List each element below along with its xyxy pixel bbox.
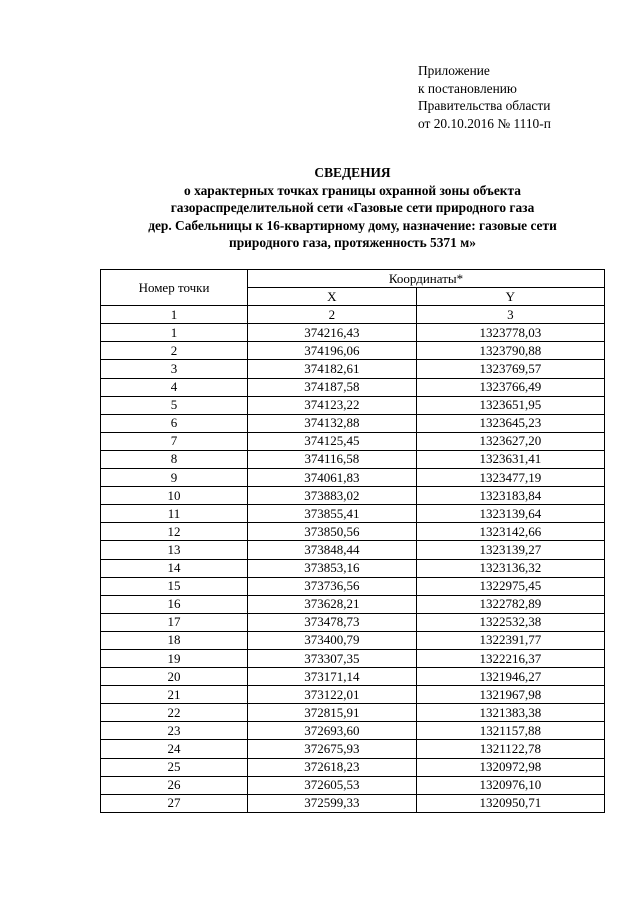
cell-x: 373478,73 (248, 613, 417, 631)
cell-y: 1323136,32 (416, 559, 604, 577)
table-row (101, 794, 605, 812)
cell-y: 1323790,88 (416, 342, 604, 360)
table-row (101, 324, 605, 342)
cell-y: 1322532,38 (416, 613, 604, 631)
cell-point-number: 16 (101, 595, 248, 613)
cell-point-number: 18 (101, 631, 248, 649)
cell-y: 1323778,03 (416, 324, 604, 342)
cell-x: 372815,91 (248, 704, 417, 722)
cell-y: 1320950,71 (416, 794, 604, 812)
header-coordinates: Координаты* (248, 270, 605, 288)
cell-point-number: 25 (101, 758, 248, 776)
cell-y: 1322391,77 (416, 631, 604, 649)
appendix-line: к постановлению (418, 80, 517, 96)
cell-x: 374123,22 (248, 396, 417, 414)
cell-point-number: 13 (101, 541, 248, 559)
cell-point-number: 26 (101, 776, 248, 794)
cell-y: 1321157,88 (416, 722, 604, 740)
cell-y: 1323183,84 (416, 487, 604, 505)
cell-y: 1321946,27 (416, 668, 604, 686)
cell-x: 373736,56 (248, 577, 417, 595)
table-row (101, 396, 605, 414)
cell-y: 1321967,98 (416, 686, 604, 704)
cell-x: 374132,88 (248, 414, 417, 432)
cell-x: 373848,44 (248, 541, 417, 559)
cell-y: 1320972,98 (416, 758, 604, 776)
cell-point-number: 24 (101, 740, 248, 758)
cell-y: 1322782,89 (416, 595, 604, 613)
table-row (101, 414, 605, 432)
cell-x: 372675,93 (248, 740, 417, 758)
table-row (101, 668, 605, 686)
table-header (101, 270, 605, 324)
appendix-line: Приложение (418, 63, 490, 78)
cell-point-number: 23 (101, 722, 248, 740)
table-row (101, 776, 605, 794)
table-row (101, 577, 605, 595)
table-row (101, 378, 605, 396)
cell-point-number: 2 (101, 342, 248, 360)
cell-y: 1321122,78 (416, 740, 604, 758)
appendix-line: Правительства области (418, 98, 551, 113)
coordinates-table (100, 269, 605, 813)
cell-y: 1323631,41 (416, 450, 604, 468)
cell-y: 1323766,49 (416, 378, 604, 396)
title-heading: СВЕДЕНИЯ (314, 165, 391, 180)
table-row (101, 722, 605, 740)
cell-y: 1320976,10 (416, 776, 604, 794)
cell-point-number: 22 (101, 704, 248, 722)
header-y: Y (416, 288, 604, 306)
header-point-number: Номер точки (101, 270, 248, 306)
header-col-index: 3 (416, 306, 604, 324)
table-row (101, 487, 605, 505)
cell-y: 1323139,27 (416, 541, 604, 559)
cell-x: 373307,35 (248, 649, 417, 667)
table-row (101, 469, 605, 487)
cell-point-number: 1 (101, 324, 248, 342)
title-line: природного газа, протяженность 5371 м» (229, 235, 476, 250)
header-col-index: 2 (248, 306, 417, 324)
table-row (101, 360, 605, 378)
table-row (101, 686, 605, 704)
cell-y: 1323139,64 (416, 505, 604, 523)
title-line: о характерных точках границы охранной зоны объекта (184, 182, 521, 198)
cell-x: 374125,45 (248, 432, 417, 450)
cell-point-number: 7 (101, 432, 248, 450)
cell-y: 1322216,37 (416, 649, 604, 667)
title-line: газораспределительной сети «Газовые сети природного газа (170, 200, 535, 215)
cell-point-number: 6 (101, 414, 248, 432)
cell-y: 1323627,20 (416, 432, 604, 450)
cell-x: 374061,83 (248, 469, 417, 487)
cell-y: 1322975,45 (416, 577, 604, 595)
cell-x: 374187,58 (248, 378, 417, 396)
cell-y: 1321383,38 (416, 704, 604, 722)
table-row (101, 631, 605, 649)
table-row (101, 613, 605, 631)
cell-x: 372605,53 (248, 776, 417, 794)
cell-point-number: 8 (101, 450, 248, 468)
cell-x: 373122,01 (248, 686, 417, 704)
table-row (101, 432, 605, 450)
table-row (101, 523, 605, 541)
cell-x: 373171,14 (248, 668, 417, 686)
cell-point-number: 15 (101, 577, 248, 595)
table-row (101, 505, 605, 523)
cell-point-number: 14 (101, 559, 248, 577)
cell-x: 372693,60 (248, 722, 417, 740)
table-row (101, 595, 605, 613)
table-row (101, 758, 605, 776)
table-row (101, 541, 605, 559)
appendix-line: от 20.10.2016 № 1110-п (418, 115, 551, 131)
cell-x: 372618,23 (248, 758, 417, 776)
cell-x: 373855,41 (248, 505, 417, 523)
cell-x: 374196,06 (248, 342, 417, 360)
appendix-note (418, 62, 551, 132)
cell-y: 1323769,57 (416, 360, 604, 378)
table-body (101, 324, 605, 813)
cell-x: 373400,79 (248, 631, 417, 649)
cell-point-number: 17 (101, 613, 248, 631)
cell-point-number: 3 (101, 360, 248, 378)
title-line: дер. Сабельницы к 16-квартирному дому, назначение: газовые сети (148, 217, 557, 233)
cell-point-number: 12 (101, 523, 248, 541)
cell-x: 373850,56 (248, 523, 417, 541)
cell-x: 374116,58 (248, 450, 417, 468)
cell-point-number: 19 (101, 649, 248, 667)
table-row (101, 559, 605, 577)
cell-point-number: 5 (101, 396, 248, 414)
cell-x: 373883,02 (248, 487, 417, 505)
table-row (101, 450, 605, 468)
cell-x: 374216,43 (248, 324, 417, 342)
cell-point-number: 11 (101, 505, 248, 523)
table-row (101, 740, 605, 758)
cell-y: 1323142,66 (416, 523, 604, 541)
cell-y: 1323477,19 (416, 469, 604, 487)
cell-x: 372599,33 (248, 794, 417, 812)
cell-x: 373853,16 (248, 559, 417, 577)
cell-point-number: 20 (101, 668, 248, 686)
cell-y: 1323645,23 (416, 414, 604, 432)
header-col-index: 1 (101, 306, 248, 324)
cell-point-number: 9 (101, 469, 248, 487)
table-row (101, 649, 605, 667)
cell-x: 374182,61 (248, 360, 417, 378)
document-title (100, 164, 605, 252)
cell-point-number: 10 (101, 487, 248, 505)
table-row (101, 342, 605, 360)
cell-y: 1323651,95 (416, 396, 604, 414)
cell-point-number: 27 (101, 794, 248, 812)
cell-x: 373628,21 (248, 595, 417, 613)
cell-point-number: 21 (101, 686, 248, 704)
cell-point-number: 4 (101, 378, 248, 396)
header-x: X (248, 288, 417, 306)
table-row (101, 704, 605, 722)
